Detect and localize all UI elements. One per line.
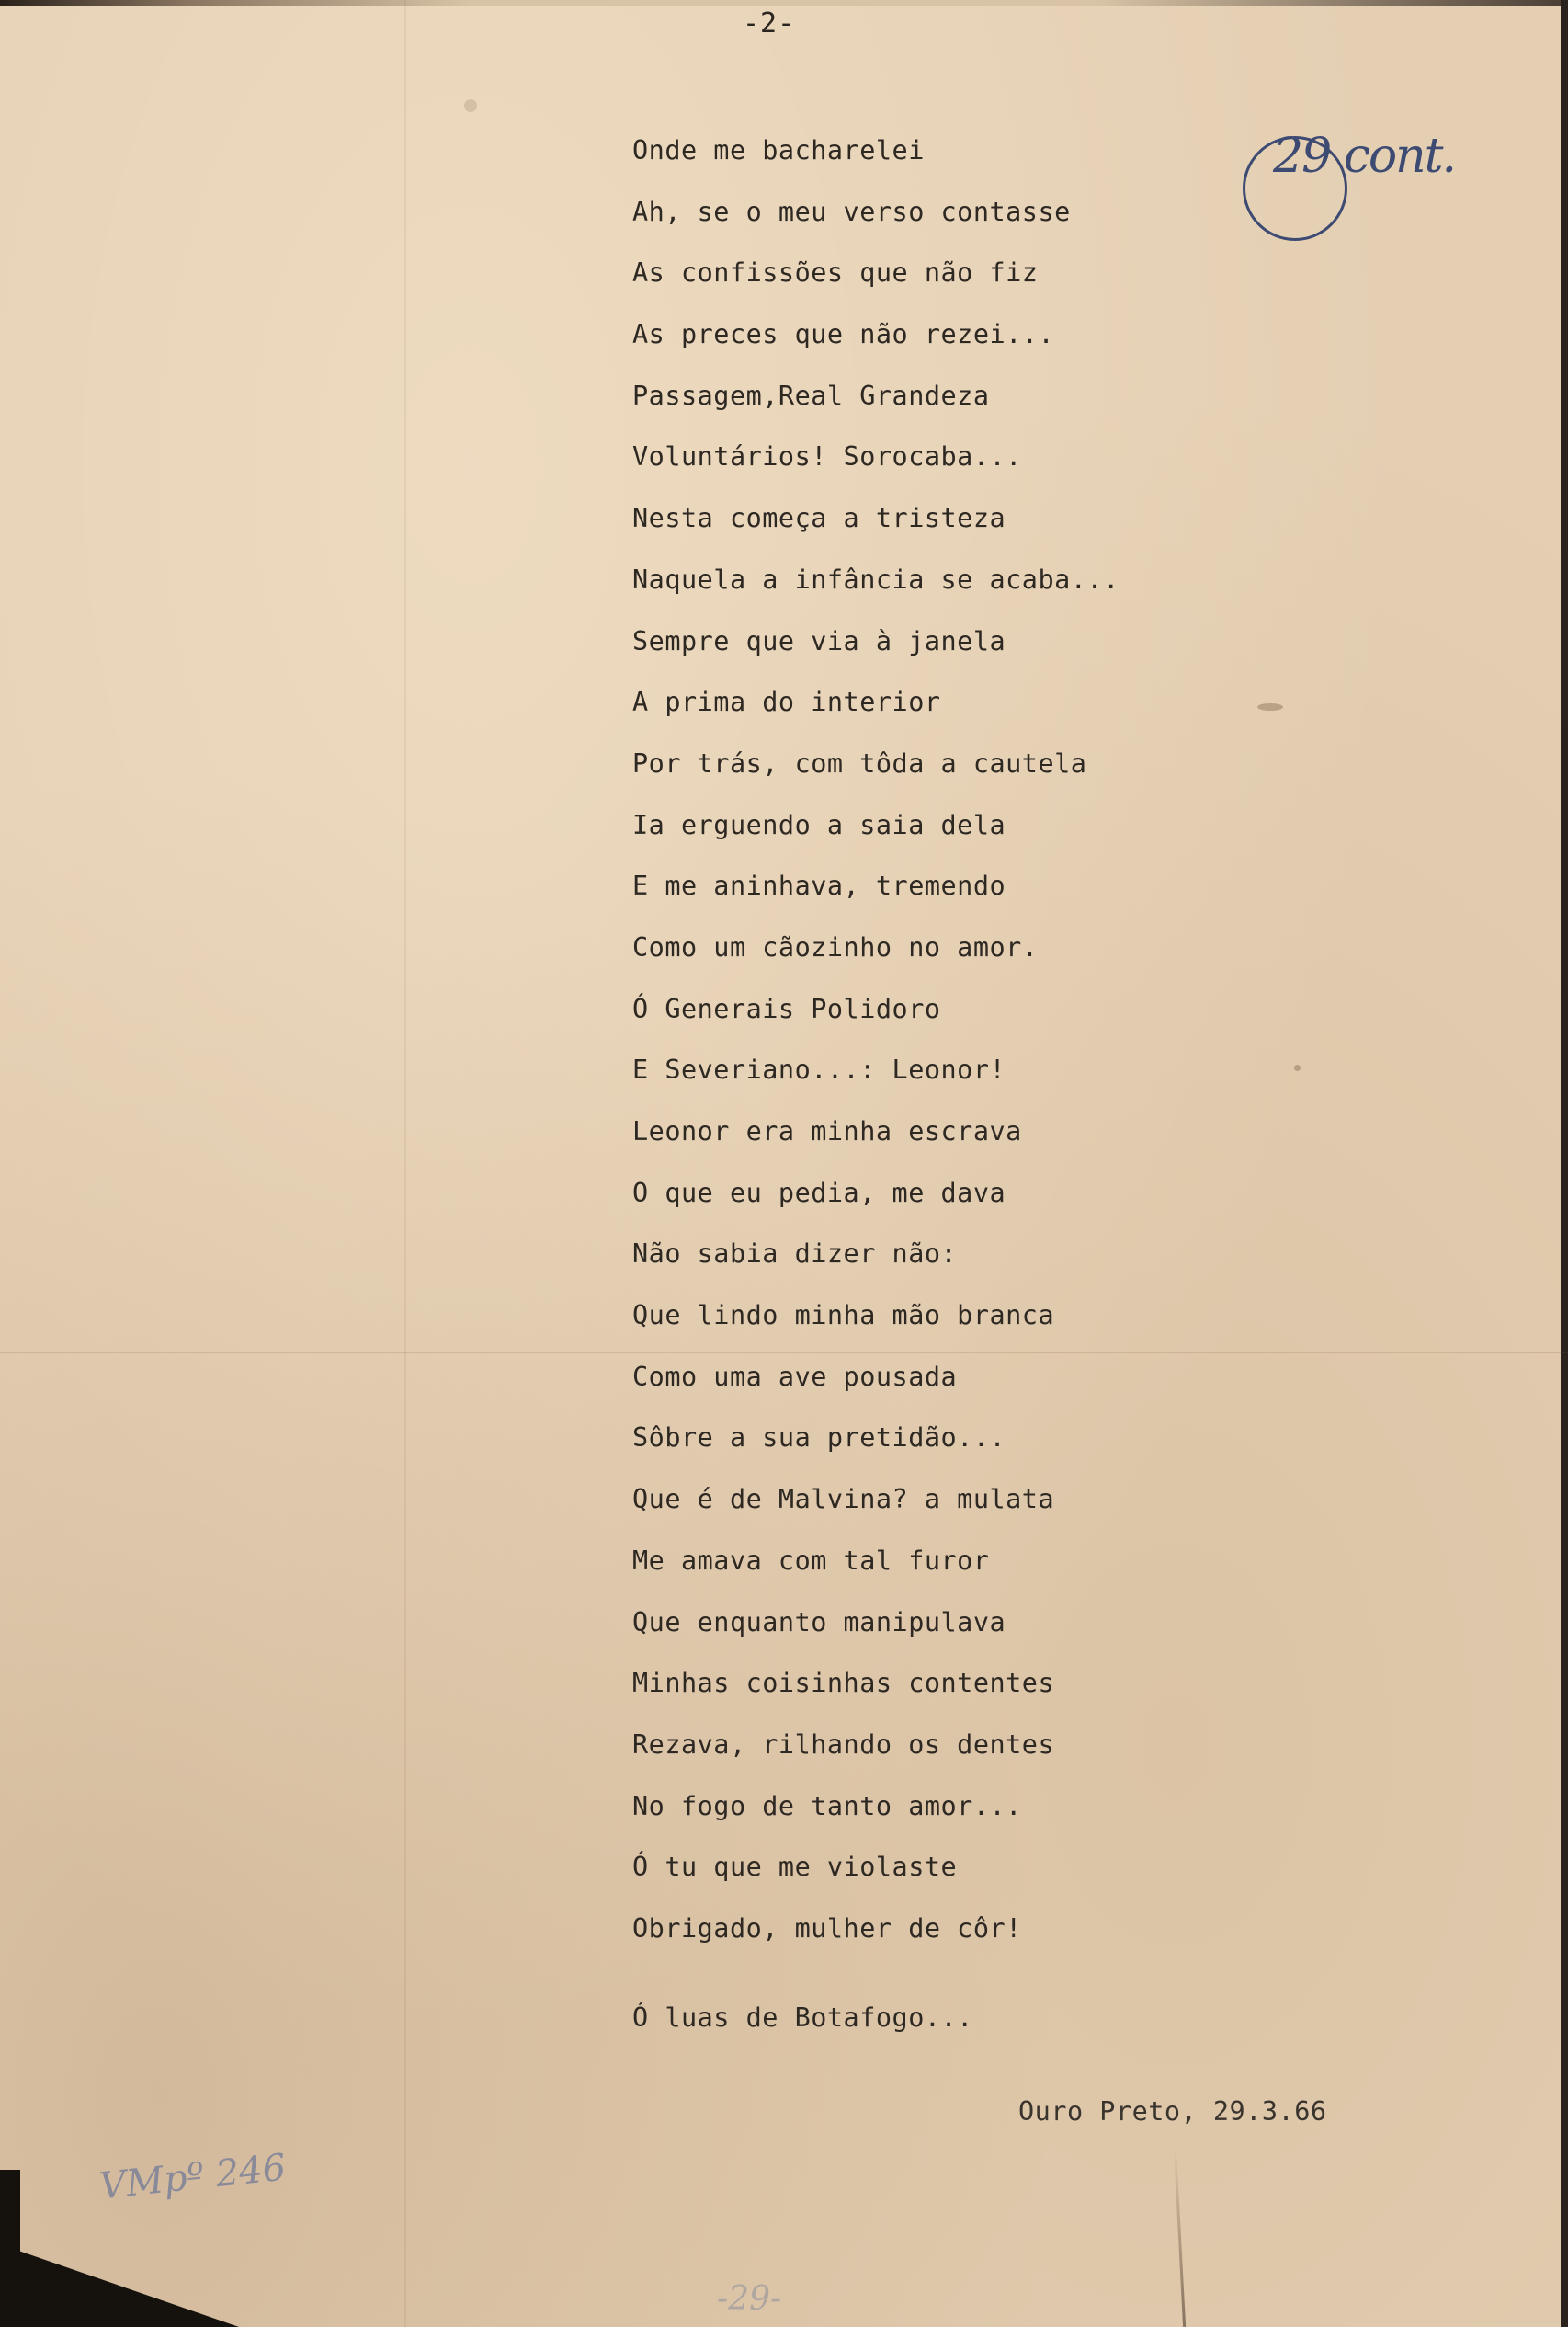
poem-line: Onde me bacharelei [632, 135, 925, 165]
poem-line: Como um cãozinho no amor. [632, 931, 1039, 963]
poem-line: Ó Generais Polidoro [632, 993, 941, 1024]
poem-line: Me amava com tal furor [632, 1545, 990, 1576]
poem-line: Que é de Malvina? a mulata [632, 1484, 1055, 1515]
poem-line: E me aninhava, tremendo [632, 871, 1006, 902]
poem-closing-line: Ó luas de Botafogo... [632, 2002, 973, 2033]
poem-line: Que lindo minha mão branca [632, 1300, 1055, 1331]
poem-line: Naquela a infância se acaba... [632, 564, 1119, 595]
poem-line: Passagem,Real Grandeza [632, 380, 990, 411]
poem-line: As confissões que não fiz [632, 257, 1039, 289]
poem-line: No fogo de tanto amor... [632, 1790, 1022, 1821]
scan-edge-top [0, 0, 1568, 6]
archive-stamp: 29 cont. [1273, 129, 1456, 184]
place-date: Ouro Preto, 29.3.66 [1018, 2096, 1327, 2127]
paper-fold [404, 0, 406, 2327]
poem-line: Não sabia dizer não: [632, 1238, 958, 1270]
poem-line: Voluntários! Sorocaba... [632, 441, 1022, 473]
poem-line: Sempre que via à janela [632, 625, 1006, 656]
torn-corner [0, 2244, 239, 2327]
poem-line: Como uma ave pousada [632, 1361, 958, 1392]
page-number: -2- [743, 7, 796, 40]
poem-line: Ó tu que me violaste [632, 1852, 958, 1883]
poem-line: Obrigado, mulher de côr! [632, 1912, 1022, 1944]
poem-line: Sôbre a sua pretidão... [632, 1422, 1006, 1454]
poem-line: Minhas coisinhas contentes [632, 1668, 1055, 1699]
poem-line: Leonor era minha escrava [632, 1116, 1022, 1146]
scan-edge-right [1561, 0, 1568, 2327]
poem-line: Por trás, com tôda a cautela [632, 747, 1087, 779]
poem-line: Nesta começa a tristeza [632, 503, 1006, 534]
poem-line: Ia erguendo a saia dela [632, 809, 1006, 840]
poem-line: Rezava, rilhando os dentes [632, 1728, 1055, 1760]
poem-line: O que eu pedia, me dava [632, 1177, 1006, 1208]
poem-line: As preces que não rezei... [632, 319, 1055, 350]
ink-spot [464, 99, 477, 112]
poem-line: A prima do interior [632, 687, 941, 718]
archive-pencil-note: VMpº 246 [97, 2146, 289, 2208]
poem-line: E Severiano...: Leonor! [632, 1055, 1006, 1086]
poem-line: Que enquanto manipulava [632, 1606, 1006, 1637]
ink-spot [1294, 1065, 1301, 1071]
poem-body [632, 132, 1276, 1972]
footer-pencil-number: -29- [717, 2280, 782, 2318]
scan-edge-left [0, 2170, 20, 2327]
paper-tear [1174, 2147, 1186, 2327]
poem-line: Ah, se o meu verso contasse [632, 196, 1071, 227]
